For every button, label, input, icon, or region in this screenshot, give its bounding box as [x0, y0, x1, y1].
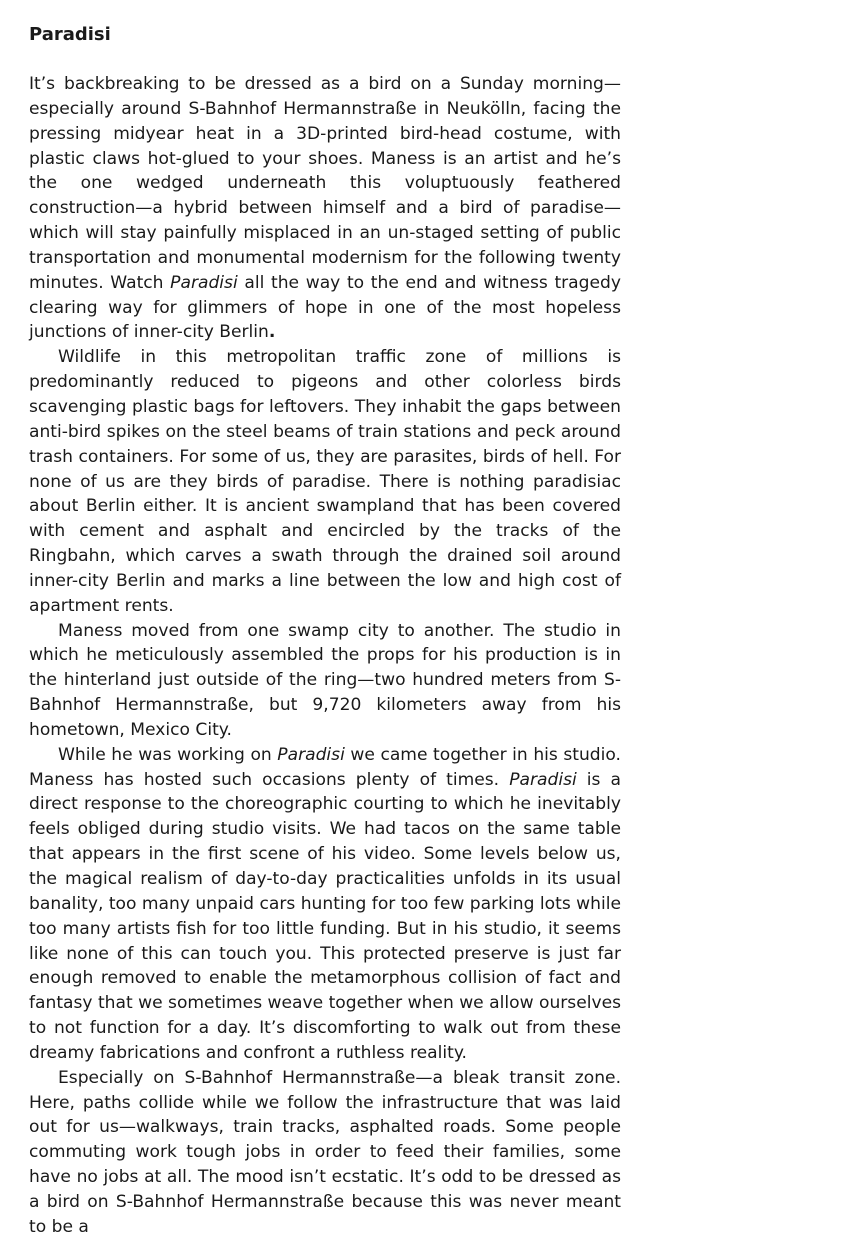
paragraph-1-text-b: all the way to the end and witness tragedy clearing way for glimmers of hope in one of the most hopeless junctions of inner-city Berlin: [29, 272, 621, 343]
paragraph-1-text-a: It’s backbreaking to be dressed as a bird on a Sunday morning—especially around S-Bahnhof Hermannstraße in Neukölln, facing the pressing midyear heat in a 3D-printed bird-head costume, with plastic claws hot-glued to your shoes. Maness is an artist and he’s the one wedged underneath this voluptuously feathered construction—a hybrid between himself and a bird of paradise—which will stay painfully misplaced in an un-staged setting of public transportation and monumental modernism for the following twenty minutes. Watch: [29, 74, 621, 293]
paragraph-1: [29, 72, 621, 345]
paragraph-3: Maness moved from one swamp city to another. The studio in which he meticulously assembled the props for his production is in the hinterland just outside of the ring—two hundred meters from S-Bahnhof Hermannstraße, but 9,720 kilometers away from his hometown, Mexico City.: [29, 620, 621, 740]
paragraph-4-text-b: we came together in his studio. Maness has hosted such occasions plenty of times.: [29, 744, 621, 790]
paragraph-4-italic-title-1: Paradisi: [277, 744, 345, 765]
paragraph-5: Especially on S-Bahnhof Hermannstraße—a bleak transit zone. Here, paths collide while we follow the infrastructure that was laid out for us—walkways, train tracks, asphalted roads. Some people commuting work tough jobs in order to feed their families, some have no jobs at all. The mood isn’t ecstatic. It’s odd to be dressed as a bird on S-Bahnhof Hermannstraße because this was never meant to be a: [29, 1067, 621, 1237]
paragraph-1-bold-period: .: [268, 322, 276, 343]
paragraph-1-italic-title: Paradisi: [170, 272, 238, 293]
paragraph-4-text-a: While he was working on: [58, 744, 278, 765]
paragraph-2: Wildlife in this metropolitan traffic zone of millions is predominantly reduced to pigeons and other colorless birds scavenging plastic bags for leftovers. They inhabit the gaps between anti-bird spikes on the steel beams of train stations and peck around trash containers. For some of us, they are parasites, birds of hell. For none of us are they birds of paradise. There is nothing paradisiac about Berlin either. It is ancient swampland that has been covered with cement and asphalt and encircled by the tracks of the Ringbahn, which carves a swath through the drained soil around inner-city Berlin and marks a line between the low and high cost of apartment rents.: [29, 347, 621, 616]
paragraph-4-text-c: is a direct response to the choreographic courting to which he inevitably feels obliged during studio visits. We had tacos on the same table that appears in the first scene of his video. Some levels below us, the magical realism of day-to-day practicalities unfolds in its usual banality, too many unpaid cars hunting for too few parking lots while too many artists fish for too little funding. But in his studio, it seems like none of this can touch you. This protected preserve is just far enough removed to enable the metamorphous collision of fact and fantasy that we sometimes weave together when we allow ourselves to not function for a day. It’s discomforting to walk out from these dreamy fabrications and confront a ruthless reality.: [29, 769, 622, 1063]
document-title: Paradisi: [29, 24, 111, 45]
paragraph-4-italic-title-2: Paradisi: [509, 769, 577, 790]
document-body: [29, 72, 621, 1240]
paragraph-4: [29, 743, 621, 1066]
